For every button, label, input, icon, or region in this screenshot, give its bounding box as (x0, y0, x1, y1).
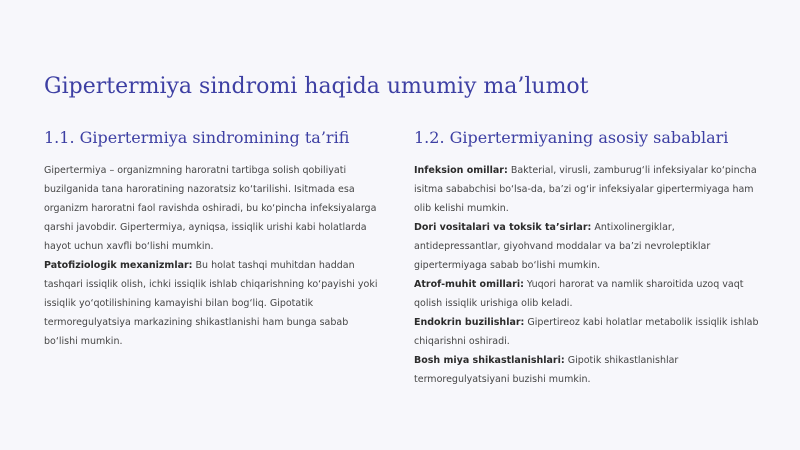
cause-label: Dori vositalari va toksik ta’sirlar: (414, 222, 592, 233)
definition-intro: Gipertermiya – organizmning haroratni tartibga solish qobiliyati buzilganida tana haroratining nazoratsiz ko‘tarilishi. Isitmada esa organizm haroratni faol ravishda oshiradi, bu ko‘pincha infeksiyalarga qarshi javobdir. Gipertermiya, ayniqsa, issiqlik urishi kabi holatlarda hayot uchun xavfli bo‘lishi mumkin. (44, 165, 377, 252)
cause-label: Endokrin buzilishlar: (414, 317, 525, 328)
cause-text: Yuqori harorat va namlik sharoitida uzoq vaqt qolish issiqlik urishiga olib keladi. (414, 279, 744, 309)
cause-text: Gipotik shikastlanishlar termoregulyatsiyani buzishi mumkin. (414, 355, 679, 385)
cause-text: Bakterial, virusli, zamburug‘li infeksiyalar ko‘pincha isitma sababchisi bo‘lsa-da, ba’zi og‘ir infeksiyalar gipertermiyaga ham olib kelishi mumkin. (414, 165, 757, 214)
cause-text: Gipertireoz kabi holatlar metabolik issiqlik ishlab chiqarishni oshiradi. (414, 317, 759, 347)
pathophysiology-label: Patofiziologik mexanizmlar: (44, 260, 193, 271)
definition-section (44, 128, 380, 351)
cause-label: Bosh miya shikastlanishlari: (414, 355, 565, 366)
cause-item (414, 218, 764, 275)
cause-label: Atrof-muhit omillari: (414, 279, 524, 290)
cause-label: Infeksion omillar: (414, 165, 508, 176)
pathophysiology-text: Bu holat tashqi muhitdan haddan tashqari issiqlik olish, ichki issiqlik ishlab chiqarishning ko‘payishi yoki issiqlik yo‘qotilishining kamayishi bilan bog‘liq. Gipotatik termoregulyatsiya markazining shikastlanishi ham bunga sabab bo‘lishi mumkin. (44, 260, 378, 347)
pathophysiology-paragraph (44, 256, 380, 351)
page-title: Gipertermiya sindromi haqida umumiy ma’lumot (44, 74, 589, 99)
cause-item (414, 275, 764, 313)
cause-text: Antixolinergiklar, antidepressantlar, giyohvand moddalar va ba’zi nevroleptiklar gipertermiyaga sabab bo‘lishi mumkin. (414, 222, 711, 271)
cause-item (414, 351, 764, 389)
causes-heading: 1.2. Gipertermiyaning asosiy sabablari (414, 128, 729, 147)
causes-section (414, 128, 764, 389)
cause-item (414, 313, 764, 351)
definition-heading: 1.1. Gipertermiya sindromining ta’rifi (44, 128, 350, 147)
cause-item (414, 161, 764, 218)
